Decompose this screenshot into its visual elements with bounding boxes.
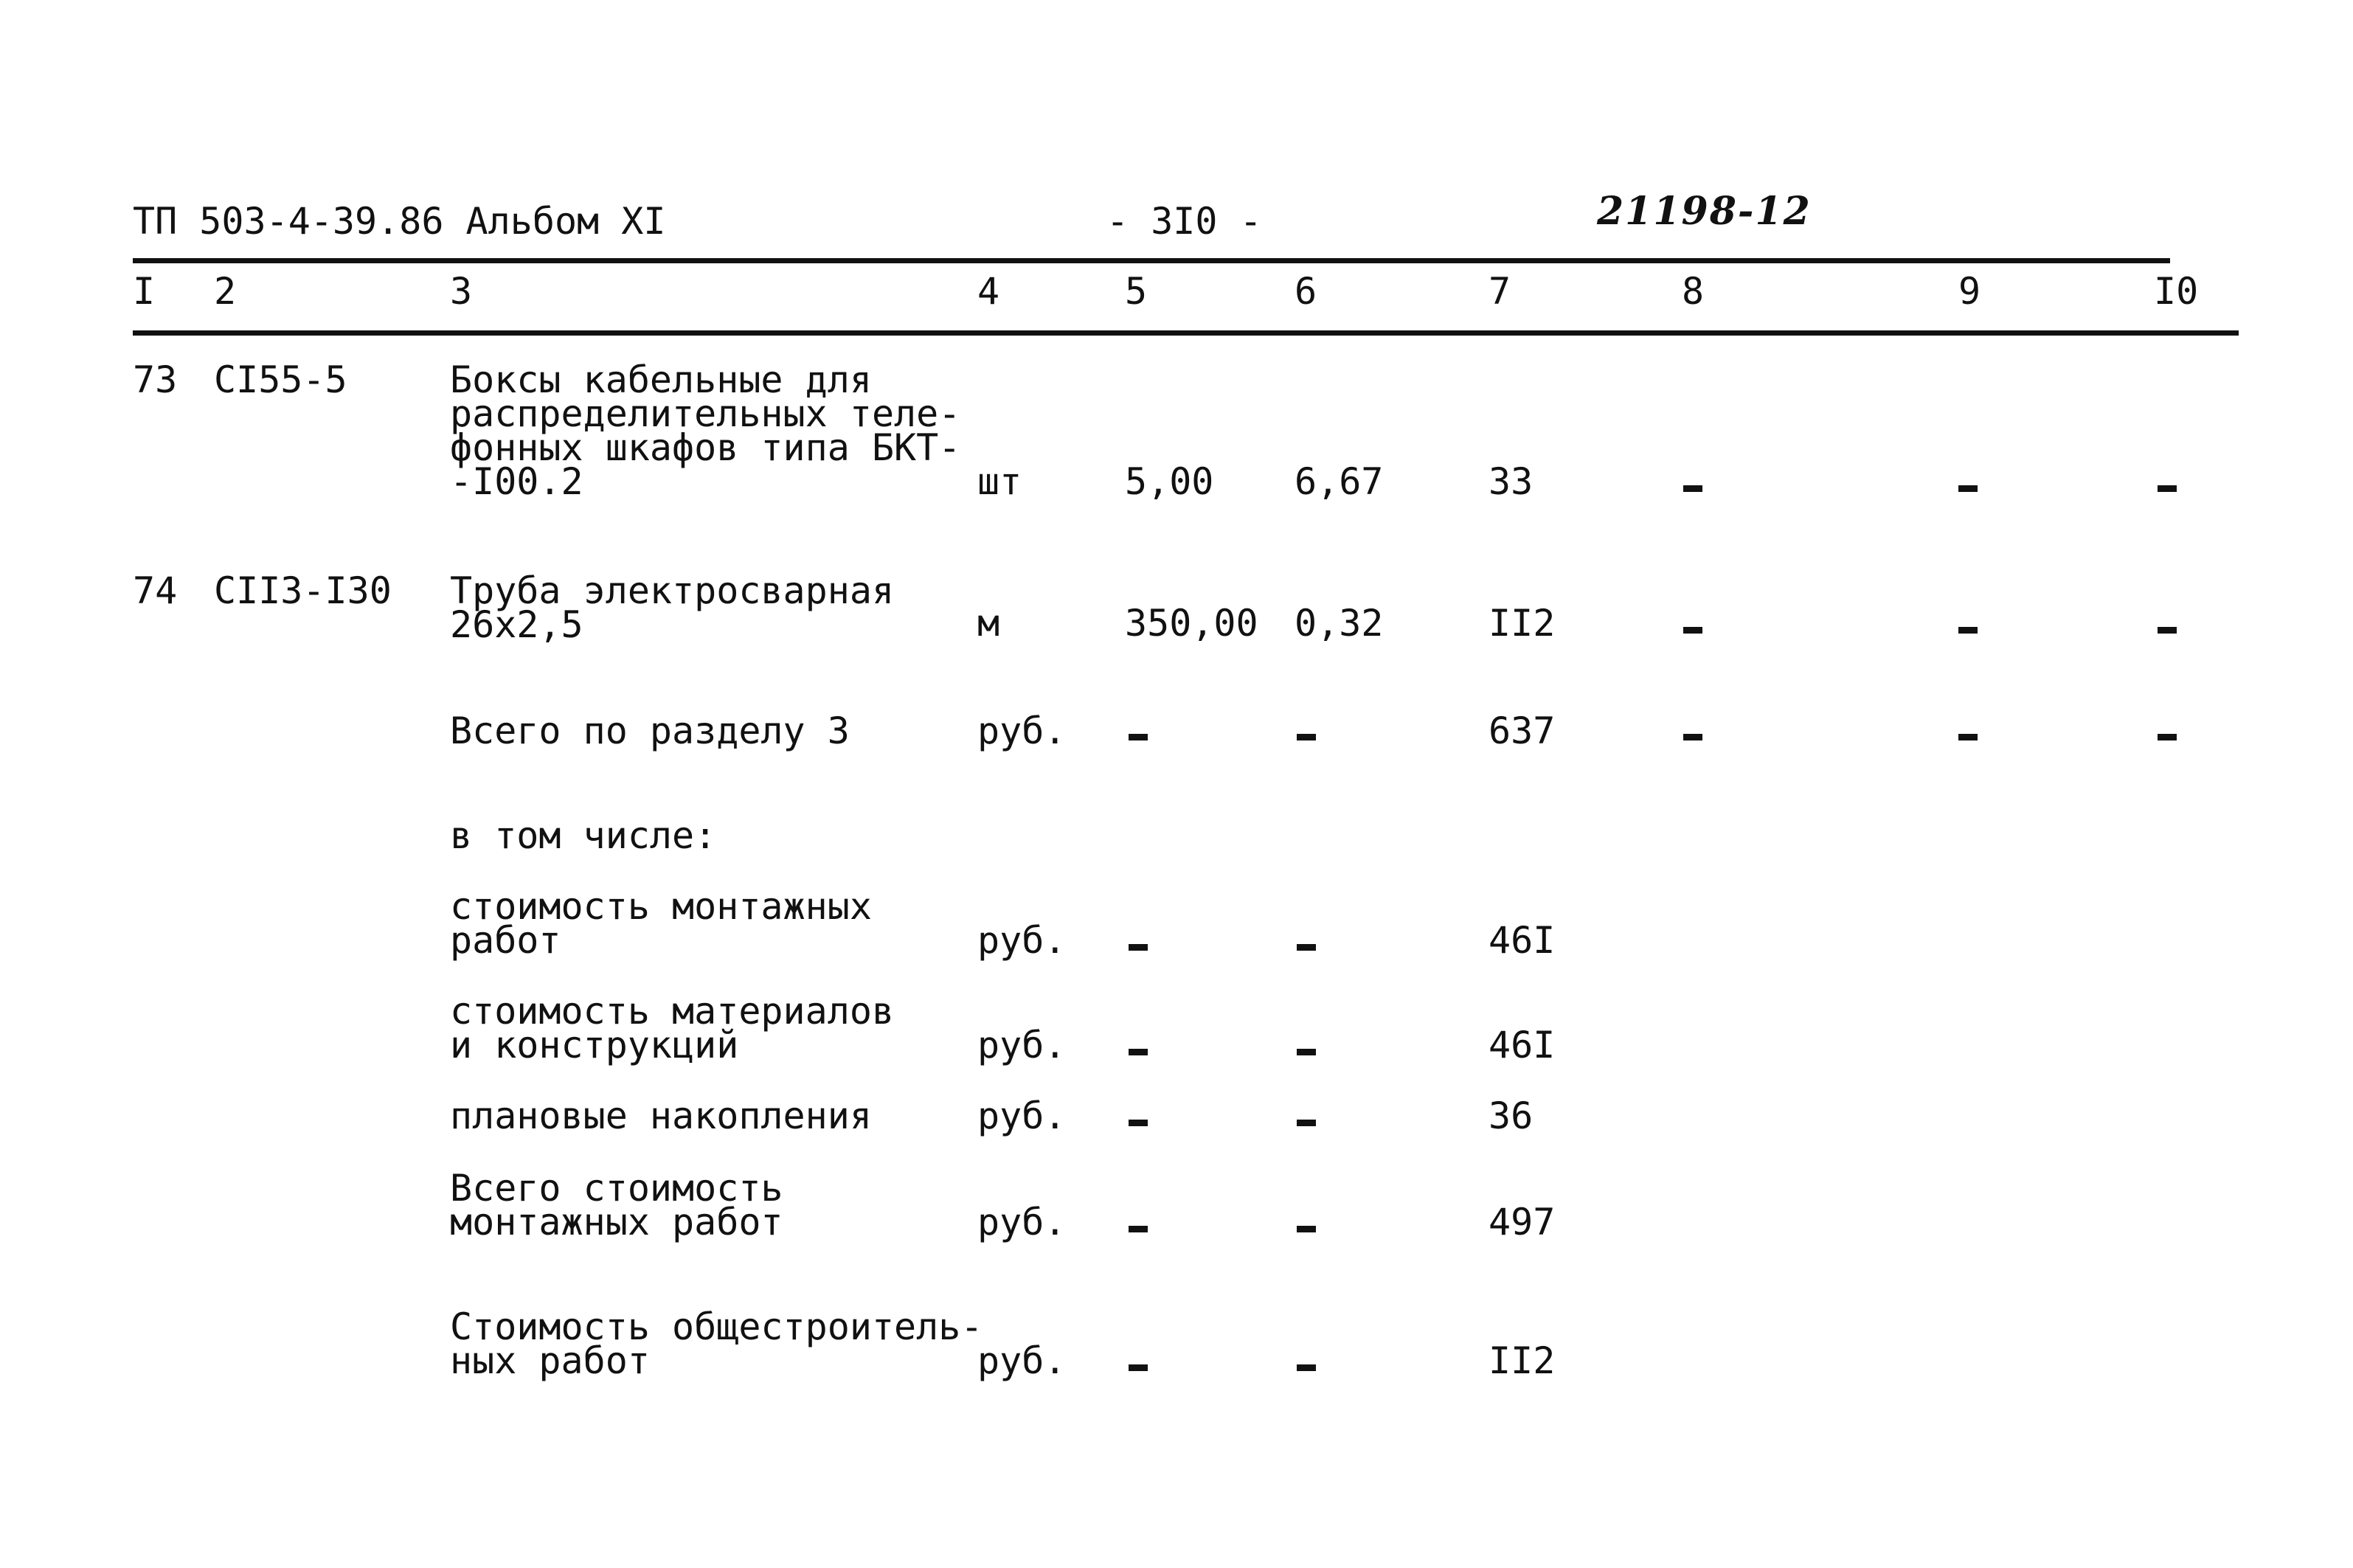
- row-unit: руб.: [977, 1339, 1067, 1382]
- row-quantity: 5,00: [1125, 460, 1214, 503]
- row-col5-dash: [1129, 1226, 1148, 1232]
- including-label: в том числе:: [450, 814, 717, 857]
- row-total: 46I: [1489, 1024, 1556, 1066]
- row-description: стоимость монтажных работ: [450, 885, 872, 962]
- header-bottom-rule: [133, 330, 2239, 336]
- column-header-8: 8: [1682, 270, 1705, 313]
- row-quantity: 350,00: [1125, 602, 1258, 645]
- header-top-rule: [133, 258, 2170, 263]
- row-col6-dash: [1297, 1364, 1316, 1371]
- column-header-5: 5: [1125, 270, 1148, 313]
- row-col6-dash: [1297, 734, 1316, 740]
- row-col8-dash: [1683, 485, 1702, 492]
- row-total: II2: [1489, 602, 1556, 645]
- row-unit: шт: [977, 460, 1022, 503]
- row-total: 36: [1489, 1095, 1534, 1137]
- row-col5-dash: [1129, 1120, 1148, 1126]
- row-description: стоимость материалов и конструкций: [450, 990, 895, 1066]
- row-code: CI55-5: [214, 358, 347, 401]
- row-col6-dash: [1297, 1049, 1316, 1055]
- column-header-9: 9: [1958, 270, 1981, 313]
- row-unit: руб.: [977, 1024, 1067, 1066]
- row-description: Труба электросварная 26x2,5: [450, 569, 895, 646]
- row-total: 33: [1489, 460, 1534, 503]
- column-header-7: 7: [1489, 270, 1511, 313]
- column-header-6: 6: [1295, 270, 1317, 313]
- row-col5-dash: [1129, 1364, 1148, 1371]
- row-col5-dash: [1129, 1049, 1148, 1055]
- row-total: II2: [1489, 1339, 1556, 1382]
- row-col5-dash: [1129, 734, 1148, 740]
- row-col10-dash: [2158, 627, 2177, 634]
- document-reference: ТП 503-4-39.86 Альбом XI: [133, 200, 666, 243]
- row-col9-dash: [1958, 485, 1978, 492]
- row-description: Всего стоимость монтажных работ: [450, 1167, 783, 1243]
- row-unit: руб.: [977, 1095, 1067, 1137]
- column-header-2: 2: [214, 270, 237, 313]
- row-col6-dash: [1297, 944, 1316, 951]
- row-col5-dash: [1129, 944, 1148, 951]
- handwritten-code: 21198-12: [1597, 189, 1812, 234]
- row-unit: руб.: [977, 919, 1067, 962]
- row-description: Стоимость общестроитель- ных работ: [450, 1305, 983, 1382]
- row-unit-price: 6,67: [1295, 460, 1384, 503]
- row-unit: руб.: [977, 1201, 1067, 1243]
- row-description: плановые накопления: [450, 1095, 872, 1137]
- row-unit: руб.: [977, 710, 1067, 752]
- column-header-3: 3: [450, 270, 473, 313]
- row-number: 73: [133, 358, 178, 401]
- page-number: - 3I0 -: [1106, 200, 1262, 243]
- row-col8-dash: [1683, 627, 1702, 634]
- column-header-1: I: [133, 270, 156, 313]
- row-unit-price: 0,32: [1295, 602, 1384, 645]
- row-col9-dash: [1958, 627, 1978, 634]
- row-col10-dash: [2158, 485, 2177, 492]
- row-number: 74: [133, 569, 178, 612]
- row-col8-dash: [1683, 734, 1702, 740]
- row-unit: м: [977, 602, 1000, 645]
- row-col10-dash: [2158, 734, 2177, 740]
- row-description: Всего по разделу 3: [450, 710, 850, 752]
- row-description: Боксы кабельные для распределительных теле- фонных шкафов типа БКТ- -I00.2: [450, 358, 961, 503]
- row-total: 46I: [1489, 919, 1556, 962]
- row-total: 497: [1489, 1201, 1556, 1243]
- row-col6-dash: [1297, 1226, 1316, 1232]
- row-total: 637: [1489, 710, 1556, 752]
- row-col6-dash: [1297, 1120, 1316, 1126]
- row-code: CII3-I30: [214, 569, 392, 612]
- row-col9-dash: [1958, 734, 1978, 740]
- column-header-4: 4: [977, 270, 1000, 313]
- column-header-10: I0: [2154, 270, 2199, 313]
